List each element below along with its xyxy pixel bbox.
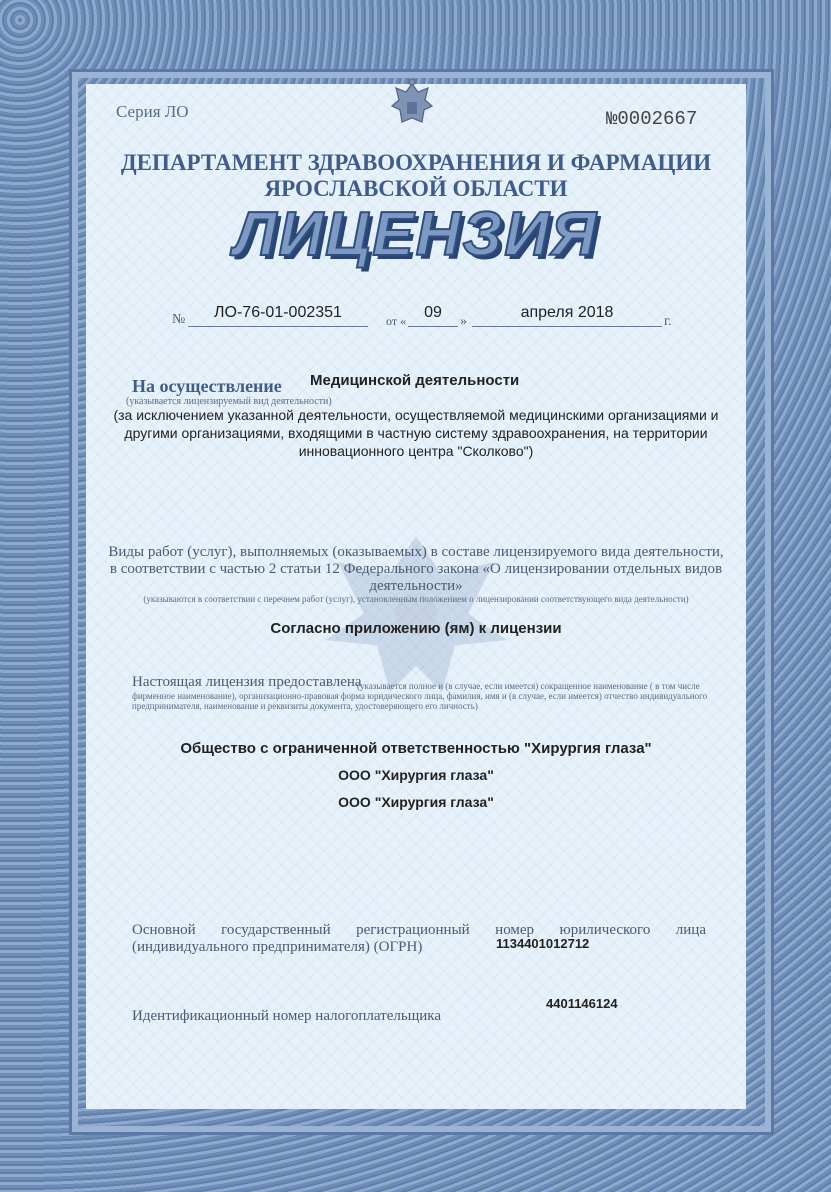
licensee-brand-name: ООО "Хирургия глаза" xyxy=(338,794,494,810)
activity-value: Медицинской деятельности xyxy=(310,372,520,389)
works-value: Согласно приложению (ям) к лицензии xyxy=(270,620,562,637)
document-title: ЛИЦЕНЗИЯ xyxy=(233,200,599,269)
activity-exclusion: (за исключением указанной деятельности, осуществляемой медицинскими организациями и другими организациями, входящими в частную систему здравоохранения, на территории инновационного центра "Сколково") xyxy=(113,407,719,459)
ogrn-value: 1134401012712 xyxy=(496,936,590,951)
license-day: 09 xyxy=(408,304,458,327)
licensee-short-name: ООО "Хирургия глаза" xyxy=(338,767,494,783)
licensee-label: Настоящая лицензия предоставлена xyxy=(132,674,362,690)
licensee-hint: (указывается полное и (в случае, если имеется) сокращенное наименование ( в том числе фирменное наименование), организационно-правовая форма юридического лица, фамилия, имя и (в случае, если имеется) отчество индивидуального предпринимателя, наименование и реквизиты документа, удостоверяющего его личность) xyxy=(132,681,708,711)
series-label: Серия ЛО xyxy=(116,102,189,121)
activity-label: На осуществление xyxy=(132,376,282,396)
number-sign: № xyxy=(172,312,186,327)
form-number: №0002667 xyxy=(606,108,698,130)
works-hint: (указываются в соответствии с перечнем работ (услуг), установленным положением о лицензировании соответствующего вида деятельности) xyxy=(143,594,689,604)
coat-of-arms-icon xyxy=(386,78,438,136)
date-quote-close: » xyxy=(460,314,467,329)
department-title: ДЕПАРТАМЕНТ ЗДРАВООХРАНЕНИЯ И ФАРМАЦИИ xyxy=(120,150,712,175)
year-suffix: г. xyxy=(664,314,672,329)
ogrn-label: Основной государственный регистрационный номер юрилического лица (индивидуального предпринимателя) (ОГРН) xyxy=(132,922,706,955)
inn-value: 4401146124 xyxy=(546,996,618,1011)
inn-label: Идентификационный номер налогоплательщика xyxy=(132,1008,442,1024)
license-number: ЛО-76-01-002351 xyxy=(188,304,368,327)
license-month-year: апреля 2018 xyxy=(472,304,662,327)
department-region: ЯРОСЛАВСКОЙ ОБЛАСТИ xyxy=(264,176,568,201)
license-sheet xyxy=(86,84,746,1109)
date-from-label: от « xyxy=(386,314,407,328)
licensee-full-name: Общество с ограниченной ответственностью "Хирургия глаза" xyxy=(180,740,652,757)
activity-hint: (указывается лицензируемый вид деятельности) xyxy=(126,396,332,407)
license-number-line xyxy=(172,304,672,334)
works-label: Виды работ (услуг), выполняемых (оказываемых) в составе лицензируемого вида деятельности, в соответствии с частью 2 статьи 12 Федерального закона «О лицензировании отдельных видов деятельности» xyxy=(108,544,724,594)
